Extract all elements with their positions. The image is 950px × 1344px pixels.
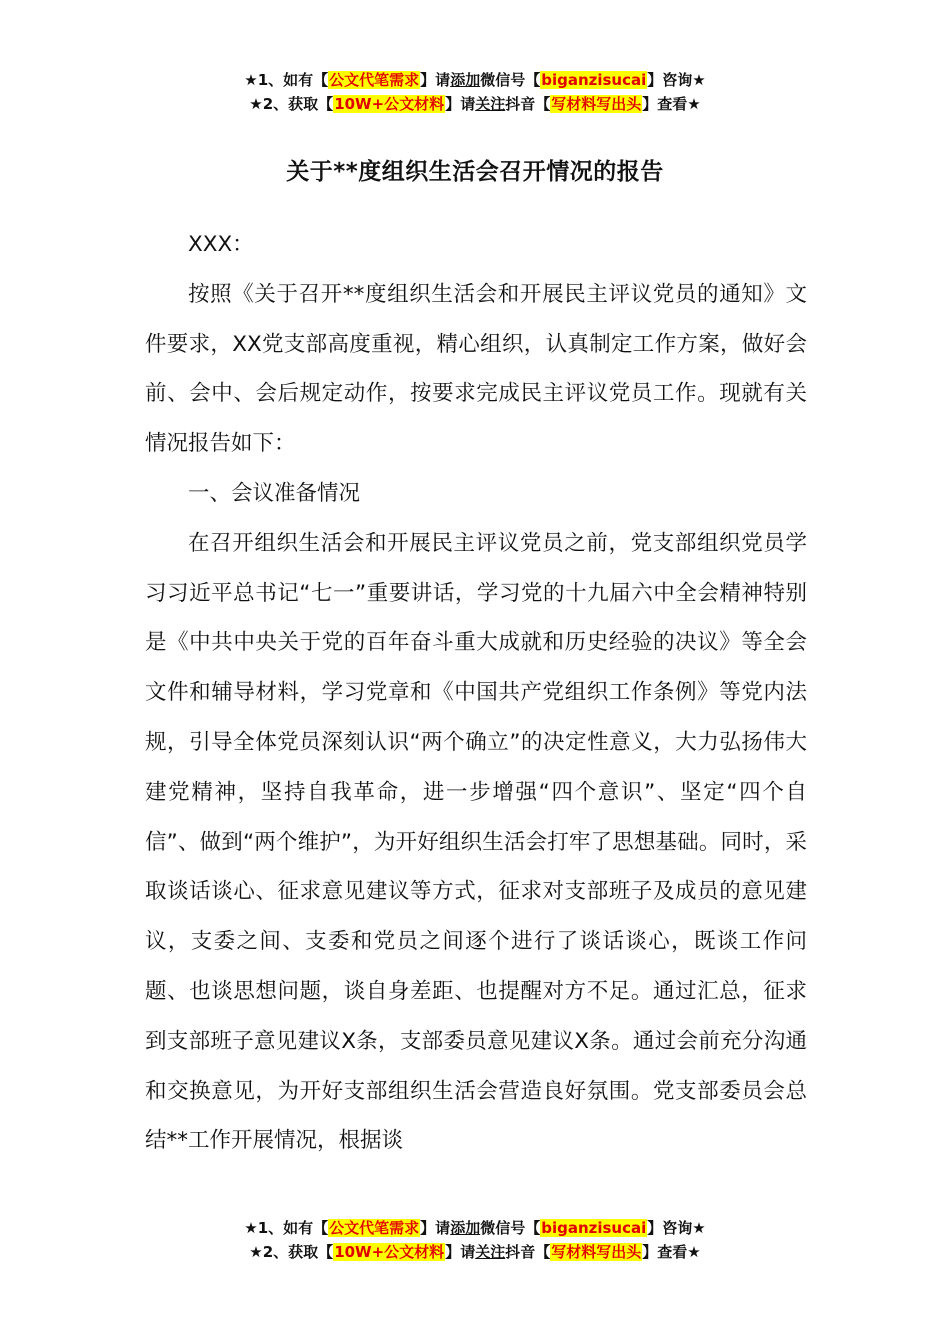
banner-text: 】请 (445, 1243, 476, 1261)
header-banner (0, 68, 950, 116)
banner-line-1 (0, 1216, 950, 1240)
banner-text: 】咨询★ (647, 71, 706, 89)
banner-highlight: 公文代笔需求 (329, 1219, 420, 1237)
banner-highlight: 写材料写出头 (551, 95, 642, 113)
banner-underlined-text: 添加 (450, 1219, 481, 1237)
banner-text: 】咨询★ (647, 1219, 706, 1237)
banner-text: 微信号【 (480, 71, 541, 89)
banner-highlight: 10W+公文材料 (334, 95, 445, 113)
banner-text: ★1、如有【 (244, 71, 329, 89)
banner-text: ★1、如有【 (244, 1219, 329, 1237)
banner-underlined-text: 关注 (475, 95, 506, 113)
paragraph-preparation: 在召开组织生活会和开展民主评议党员之前，党支部组织党员学习习近平总书记“七一”重要讲话，学习党的十九届六中全会精神特别是《中共中央关于党的百年奋斗重大成就和历史经验的决议》等全会文件和辅导材料，学习党章和《中国共产党组织工作条例》等党内法规，引导全体党员深刻认识“两个确立”的决定性意义，大力弘扬伟大建党精神，坚持自我革命，进一步增强“四个意识”、坚定“四个自信”、做到“两个维护”，为开好组织生活会打牢了思想基础。同时，采取谈话谈心、征求意见建议等方式，征求对支部班子及成员的意见建议，支委之间、支委和党员之间逐个进行了谈话谈心，既谈工作问题、也谈思想问题，谈自身差距、也提醒对方不足。通过汇总，征求到支部班子意见建议X条，支部委员意见建议X条。通过会前充分沟通和交换意见，为开好支部组织生活会营造良好氛围。党支部委员会总结**工作开展情况，根据谈 (145, 530, 807, 1154)
banner-text: ★2、获取【 (249, 1243, 334, 1261)
banner-line-2 (0, 1240, 950, 1264)
banner-text: 】请 (420, 71, 451, 89)
banner-underlined-text: 关注 (475, 1243, 506, 1261)
banner-highlight: biganzisucai (541, 71, 647, 89)
section-heading: 一、会议准备情况 (188, 480, 361, 506)
document-title: 关于**度组织生活会召开情况的报告 (286, 159, 664, 185)
footer-banner (0, 1216, 950, 1264)
banner-text: 抖音【 (505, 1243, 551, 1261)
banner-underlined-text: 添加 (450, 71, 481, 89)
banner-highlight: 写材料写出头 (551, 1243, 642, 1261)
banner-highlight: 10W+公文材料 (334, 1243, 445, 1261)
banner-text: 】查看★ (642, 95, 701, 113)
banner-text: 】查看★ (642, 1243, 701, 1261)
banner-text: 微信号【 (480, 1219, 541, 1237)
paragraph-intro: 按照《关于召开**度组织生活会和开展民主评议党员的通知》文件要求，XX党支部高度重视，精心组织，认真制定工作方案，做好会前、会中、会后规定动作，按要求完成民主评议党员工作。现就有关情况报告如下： (145, 281, 807, 457)
banner-line-1 (0, 68, 950, 92)
banner-text: 】请 (445, 95, 476, 113)
banner-highlight: biganzisucai (541, 1219, 647, 1237)
banner-text: ★2、获取【 (249, 95, 334, 113)
banner-text: 】请 (420, 1219, 451, 1237)
banner-highlight: 公文代笔需求 (329, 71, 420, 89)
banner-text: 抖音【 (505, 95, 551, 113)
banner-line-2 (0, 92, 950, 116)
salutation: XXX： (188, 232, 254, 257)
document-body (145, 220, 807, 1166)
